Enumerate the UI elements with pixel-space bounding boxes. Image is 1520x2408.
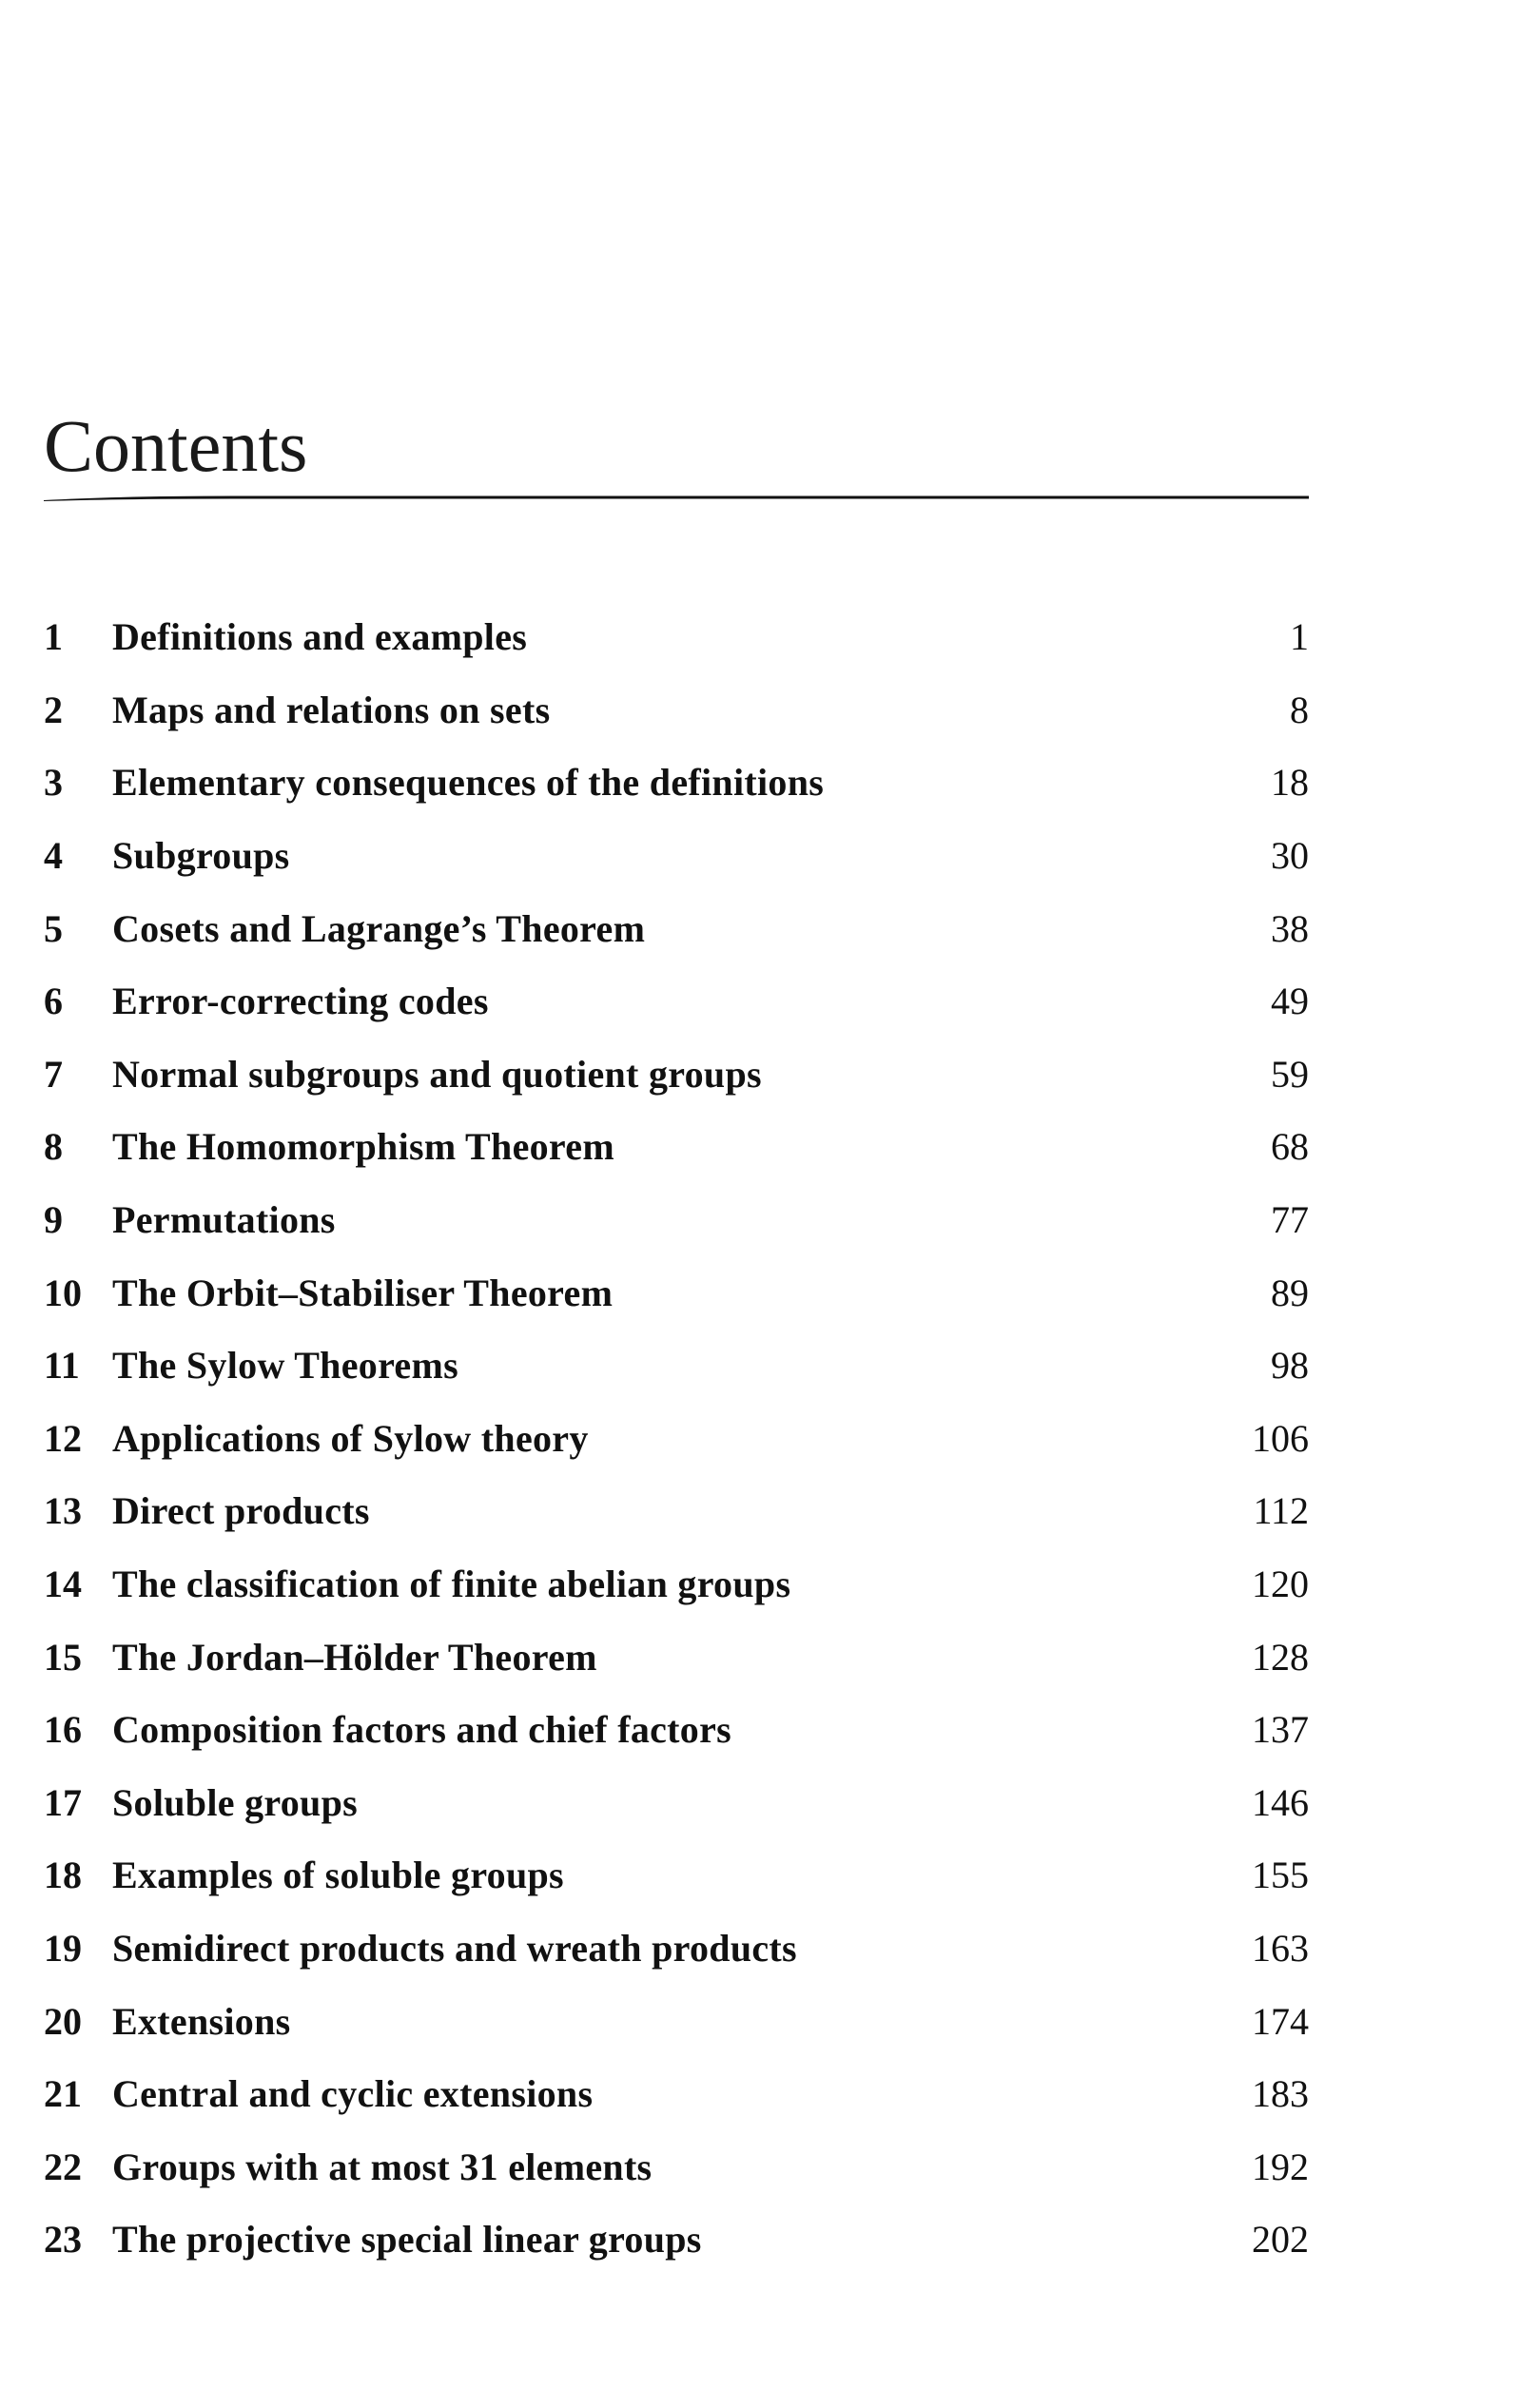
chapter-page: 38 (1271, 906, 1309, 950)
chapter-page: 174 (1252, 1999, 1309, 2043)
toc-row[interactable] (44, 1111, 1309, 1184)
chapter-title: Soluble groups (112, 1780, 359, 1824)
chapter-title: The Jordan–Hölder Theorem (112, 1635, 597, 1679)
toc-row[interactable] (44, 2130, 1309, 2204)
toc-row[interactable] (44, 1839, 1309, 1913)
chapter-title: Elementary consequences of the definitions (112, 761, 825, 805)
chapter-number: 8 (44, 1125, 63, 1169)
chapter-page: 30 (1271, 834, 1309, 878)
toc-row[interactable] (44, 601, 1309, 674)
chapter-page: 59 (1271, 1052, 1309, 1096)
toc-row[interactable] (44, 1184, 1309, 1257)
chapter-number: 12 (44, 1416, 82, 1460)
chapter-number: 20 (44, 1999, 82, 2043)
chapter-page: 18 (1271, 761, 1309, 805)
chapter-page: 89 (1271, 1271, 1309, 1314)
chapter-title: The Homomorphism Theorem (112, 1125, 614, 1169)
chapter-title: Cosets and Lagrange’s Theorem (112, 906, 646, 950)
chapter-number: 21 (44, 2072, 82, 2116)
toc-row[interactable] (44, 820, 1309, 893)
toc-row[interactable] (44, 1330, 1309, 1403)
title-rule (44, 495, 1309, 500)
toc-row[interactable] (44, 1256, 1309, 1330)
chapter-page: 77 (1271, 1198, 1309, 1242)
chapter-page: 155 (1252, 1854, 1309, 1897)
chapter-number: 17 (44, 1780, 82, 1824)
chapter-number: 2 (44, 688, 63, 731)
chapter-number: 5 (44, 906, 63, 950)
chapter-number: 11 (44, 1344, 80, 1388)
chapter-page: 120 (1252, 1563, 1309, 1606)
chapter-title: The projective special linear groups (112, 2218, 702, 2262)
chapter-page: 137 (1252, 1708, 1309, 1752)
chapter-title: Semidirect products and wreath products (112, 1926, 797, 1970)
chapter-number: 22 (44, 2145, 82, 2188)
chapter-title: The Orbit–Stabiliser Theorem (112, 1271, 614, 1314)
chapter-page: 8 (1290, 688, 1309, 731)
chapter-number: 10 (44, 1271, 82, 1314)
chapter-number: 15 (44, 1635, 82, 1679)
chapter-page: 202 (1252, 2218, 1309, 2262)
chapter-title: Central and cyclic extensions (112, 2072, 594, 2116)
page-title: Contents (44, 404, 308, 488)
toc-row[interactable] (44, 1039, 1309, 1112)
toc-row[interactable] (44, 2204, 1309, 2277)
chapter-title: The Sylow Theorems (112, 1344, 458, 1388)
chapter-title: Definitions and examples (112, 615, 528, 659)
chapter-title: Composition factors and chief factors (112, 1708, 732, 1752)
chapter-number: 7 (44, 1052, 63, 1096)
chapter-page: 183 (1252, 2072, 1309, 2116)
chapter-number: 3 (44, 761, 63, 805)
chapter-page: 1 (1290, 615, 1309, 659)
toc-row[interactable] (44, 2058, 1309, 2131)
chapter-number: 19 (44, 1926, 82, 1970)
chapter-page: 98 (1271, 1344, 1309, 1388)
chapter-title: Permutations (112, 1198, 336, 1242)
chapter-number: 6 (44, 980, 63, 1023)
chapter-number: 14 (44, 1563, 82, 1606)
toc-row[interactable] (44, 1913, 1309, 1986)
chapter-number: 9 (44, 1198, 63, 1242)
chapter-number: 1 (44, 615, 63, 659)
rule-line (44, 495, 1309, 502)
chapter-title: Subgroups (112, 834, 290, 878)
chapter-title: Applications of Sylow theory (112, 1416, 589, 1460)
toc-row[interactable] (44, 1548, 1309, 1622)
chapter-title: Examples of soluble groups (112, 1854, 564, 1897)
chapter-title: Maps and relations on sets (112, 688, 551, 731)
chapter-title: Normal subgroups and quotient groups (112, 1052, 762, 1096)
toc-row[interactable] (44, 965, 1309, 1039)
chapter-number: 4 (44, 834, 63, 878)
chapter-number: 16 (44, 1708, 82, 1752)
toc-row[interactable] (44, 674, 1309, 748)
toc-row[interactable] (44, 1621, 1309, 1694)
chapter-page: 112 (1253, 1489, 1309, 1533)
chapter-page: 146 (1252, 1780, 1309, 1824)
toc-row[interactable] (44, 892, 1309, 965)
toc-row[interactable] (44, 1694, 1309, 1767)
chapter-title: The classification of finite abelian groups (112, 1563, 791, 1606)
chapter-title: Error-correcting codes (112, 980, 489, 1023)
chapter-page: 68 (1271, 1125, 1309, 1169)
chapter-number: 13 (44, 1489, 82, 1533)
table-of-contents (44, 601, 1309, 2277)
chapter-title: Extensions (112, 1999, 291, 2043)
chapter-page: 163 (1252, 1926, 1309, 1970)
toc-row[interactable] (44, 1403, 1309, 1476)
chapter-page: 192 (1252, 2145, 1309, 2188)
chapter-title: Groups with at most 31 elements (112, 2145, 653, 2188)
chapter-page: 128 (1252, 1635, 1309, 1679)
chapter-page: 106 (1252, 1416, 1309, 1460)
toc-row[interactable] (44, 1985, 1309, 2058)
chapter-number: 18 (44, 1854, 82, 1897)
chapter-number: 23 (44, 2218, 82, 2262)
chapter-page: 49 (1271, 980, 1309, 1023)
chapter-title: Direct products (112, 1489, 370, 1533)
toc-row[interactable] (44, 1475, 1309, 1548)
toc-row[interactable] (44, 747, 1309, 820)
toc-row[interactable] (44, 1767, 1309, 1840)
